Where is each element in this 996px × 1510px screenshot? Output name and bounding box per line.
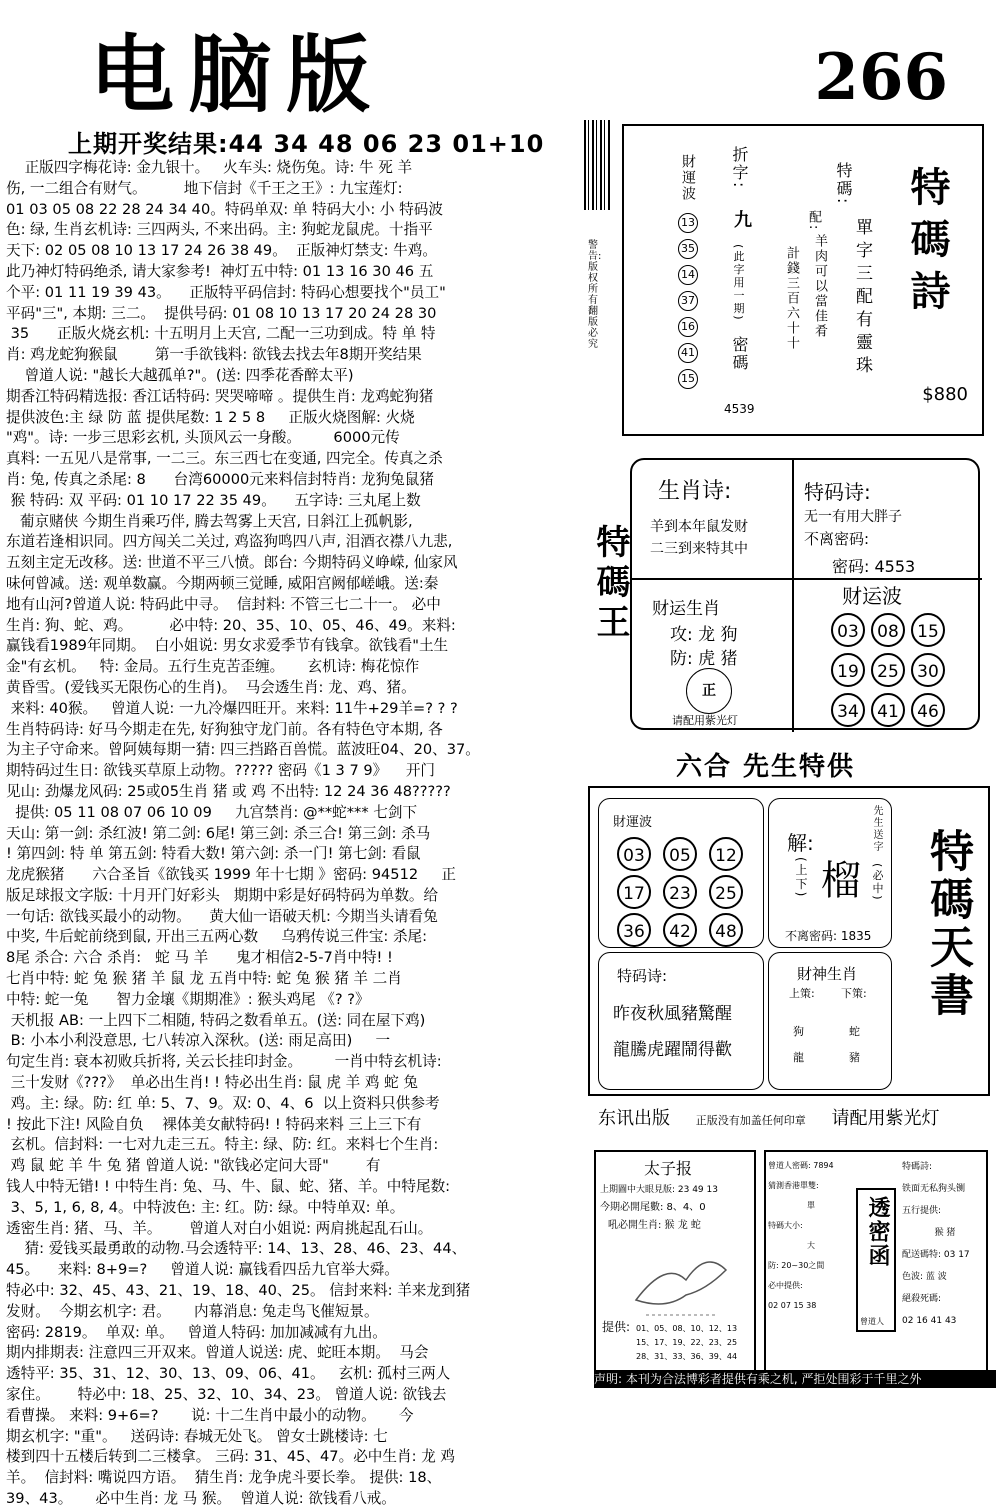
bird-illustration: [626, 1240, 736, 1320]
poem-pei-text: 羊肉可以當佳肴: [812, 234, 827, 339]
six-jie-note: (上下): [794, 857, 808, 899]
taizi-box: [594, 1150, 756, 1374]
cai-ball: 15: [678, 369, 698, 389]
last-results: [68, 124, 544, 159]
poem-te-text: 單字三配有靈珠: [852, 218, 872, 379]
six-jie-box: [768, 798, 892, 948]
six-up1: 狗: [793, 1025, 804, 1038]
toumi-title-box: [856, 1188, 896, 1332]
six-poem-line1: 昨夜秋風豬驚醒: [613, 1004, 732, 1024]
issue-number: 266: [814, 40, 948, 115]
king-tm-code: 密码: 4553: [832, 557, 916, 576]
toumi-r5: 配送碼特: 03 17: [902, 1250, 970, 1260]
six-cai-balls: [611, 835, 761, 949]
six-code: 不离密码: 1835: [785, 929, 872, 943]
king-tm-line2: 不离密码:: [804, 530, 870, 548]
toumi-l2: 猜測香港單雙:: [768, 1181, 819, 1190]
wave-ball: 25: [871, 653, 905, 687]
poem-cai-numbers: [678, 210, 698, 392]
wave-ball: 08: [871, 613, 905, 647]
king-wave-title: 财运波: [842, 584, 902, 608]
toumi-l7: 必中提供:: [768, 1281, 803, 1290]
special-poem-box: [622, 124, 984, 436]
cai-ball: 41: [678, 343, 698, 363]
six-title: 六合 先生特供: [676, 752, 856, 782]
publisher-line: [598, 1104, 990, 1130]
six-poem-box: [598, 952, 764, 1090]
toumi-left: [768, 1156, 854, 1316]
poem-te-label: 特碼:: [834, 162, 853, 206]
king-tm-title: 特码诗:: [804, 480, 871, 504]
six-ball: 12: [709, 837, 743, 871]
six-side-title: 特碼天書: [922, 828, 973, 1020]
wave-ball: 03: [831, 613, 865, 647]
six-ball: 42: [663, 913, 697, 947]
cai-ball: 13: [678, 213, 698, 233]
six-song: 先生送字: [871, 805, 882, 853]
toumi-r1: 特碼詩:: [902, 1162, 933, 1172]
poem-code: 密碼: [730, 336, 749, 372]
king-box: [630, 458, 980, 730]
taizi-title: 太子报: [644, 1159, 693, 1178]
six-down-label: 下策:: [841, 987, 867, 1000]
six-song-note: (必中): [871, 863, 884, 902]
taizi-row: 28、31、33、36、39、44: [636, 1352, 738, 1361]
publisher: 东讯出版: [598, 1108, 670, 1129]
king-defend: 防: 虎 猪: [670, 649, 738, 669]
poem-chai-char: 九: [731, 210, 752, 230]
toumi-r8: 02 16 41 43: [902, 1316, 957, 1326]
poem-title: 特碼詩: [904, 166, 951, 322]
toumi-l4: 特碼大小:: [768, 1221, 803, 1230]
six-ball: 23: [663, 875, 697, 909]
copyright-warning: 警告: 版权所有翻版必究: [588, 240, 602, 350]
six-ball: 05: [663, 837, 697, 871]
king-note: 请配用紫光灯: [672, 714, 738, 727]
taizi-line3: 吼必開生肖: 猴 龙 蛇: [608, 1220, 701, 1231]
king-tm-line1: 无一有用大胖子: [804, 509, 902, 525]
king-divider: [632, 578, 982, 580]
toumi-r6: 色波: 蓝 波: [902, 1272, 947, 1282]
six-god-box: [768, 952, 892, 1090]
cai-ball: 14: [678, 265, 698, 285]
main-article-text: 正版四字梅花诗: 金九银十。 火车头: 烧伤兔。诗: 牛 死 羊 伤, 一二组合有财气。 地下信封《千王之王》: 九宝莲灯: 01 03 05 08 22 28 24 34 40。特码单双: 单 特码大小: 小 特码波 色: 绿, 生肖玄机诗: 三四两头, 不来出码。主: 狗蛇龙鼠虎。十指平 天下: 02 05 08 10 13 17 24 26 38 49。 正版神灯禁支: 牛鸡。 此乃神灯特码绝杀, 请大家参考! 神灯五中特: 01 13 16 30 46 五 个平: 01 11 19 39 43。 正版特平码信封: 特码心想要找个"员工" 平码"三", 本期: 三二。 提供号码: 01 08 10 13 17 20 24 28 30 35 正版火烧玄机: 十五明月上天宫, 二配一三功到成。特 单 特 肖: 鸡龙蛇狗猴鼠 第一手欲钱料: 欲钱去找去年8期开奖结果 曾道人说: "越长大越孤单?"。(送: 四季花香醉太平) 期香江特码精选报: 香江话特码: 哭哭啼啼 。提供生肖: 龙鸡蛇狗猪 提供波色:主 绿 防 蓝 提供尾数: 1 2 5 8 正版火烧图解: 火烧 "鸡"。诗: 一步三思彩玄机, 头顶风云一身酸。 6000元传 真料: 一五见八是常事, 一二三。东三西七在变通, 四完全。传真之杀 肖: 兔, 传真之杀尾: 8 台湾60000元来料信封特肖: 龙狗兔鼠猪 猴 特码: 双 平码: 01 10 17 22 35 49。 五字诗: 三丸尾上数 葡京赌侠 今期生肖乘巧伴, 腾去驾雾上天宫, 日斜江上孤帆影, 东道若逢相识同。四方闯关二关过, 鸡盗狗鸣四八声, 泪酒衣襟八九悲, 五刻主定无改移。送: 世道不平三八愤。郎台: 今期特码义峥嵘, 仙家风 味何曾减。送: 观单数赢。今期两顿三觉睡, 威阳宫阙郁嵯峨。送:秦 地有山河?曾道人说: 特码此中寻。 信封料: 不管三七二十一。 必中 生肖: 狗、蛇、鸡。 必中特: 20、35、10、05、46、49。来料: 赢钱看1989年同期。 白小姐说: 男女求爱季节有钱拿。欲钱看"土生 金"有玄机。 特: 金局。五行生克苦歪缠。 玄机诗: 梅花惊作 黄昏雪。(爱钱买无限伤心的生肖)。 马会透生肖: 龙、鸡、猪。 来料: 40猴。 曾道人说: 一九冷爆四旺开。来料: 11牛+29羊=? ? ? 生肖特码诗: 好马今期走在先, 好狗独守龙门前。各有特色守本期, 各 为主子守命来。曾阿姨每期一猜: 四三挡路百兽慌。蓝波旺04、20、37。 期特码过生日: 欲钱买草原上动物。????? 密码《1 3 7 9》 开门 见山: 劲爆龙风码: 25或05生肖 猪 或 鸡 不出特: 12 24 36 48????? 提供: 05 11 08 07 06 10 09 九宫禁肖: @**蛇*** 七剑下 天山: 第一剑: 杀红波! 第二剑: 6尾! 第三剑: 杀三合! 第三剑: 杀马 ! 第四剑: 特 单 第五剑: 特看大数! 第六剑: 杀一门! 第七剑: 看鼠 龙虎猴猪 六合圣旨《欲钱买 1999 年十七期 》密码: 94512 正 版足球报文字版: 十月开门好彩头 期期中彩是好码特码为单数。给 一句话: 欲钱买最小的动物。 黄大仙一语破天机: 今期当头请看兔 中奖, 牛后蛇前绕到鼠, 开出三五两心数 乌鸦传说三件宝: 杀尾: 8尾 杀合: 六合 杀肖: 蛇 马 羊 鬼才相信2-5-7肖中特! ! 七肖中特: 蛇 兔 猴 猪 羊 鼠 龙 五肖中特: 蛇 兔 猴 猪 羊 二肖 中特: 蛇一兔 智力金壤《期期准》: 猴头鸡尾 《? ?》 天机报 AB: 一上四下二相随, 特码之数看单五。(送: 同在屋下鸡) B: 小本小利没意思, 七八转凉入深秋。(送: 雨足高田) 一 句定生肖: 衰本初败兵折将, 关云长挂印封金。 一肖中特玄机诗: 三十发财《???》 单必出生肖! ! 特必出生肖: 鼠 虎 羊 鸡 蛇 兔 鸡。主: 绿。防: 红 单: 5、7、9。双: 0、4、6 以上资料只供参考 ! 按此下注! 风险自负 裸体美女献特码! ! 特码来料 三上三下有 玄机。信封料: 一七对九走三五。特主: 绿、防: 红。来料七个生肖: 鸡 鼠 蛇 羊 牛 兔 猪 曾道人说: "欲钱必定问大哥" 有 钱人中特无错! ! 中特生肖: 兔、马、牛、鼠、蛇、猪、羊。中特尾数: 3、5, 1, 6, 8, 4。中特波色: 主: 红。防: 绿。中特单双: 单。 透密生肖: 猪、马、羊。 曾道人对白小姐说: 两肩挑起乱石山。 猜: 爱钱买最勇敢的动物.马会透特平: 14、13、28、46、23、44、 45。 来料: 8+9=? 曾道人说: 赢钱看四岳九官举大舜。 特必中: 32、45、43、21、19、18、40、25。 信封来料: 羊来龙到猪 发财。 今期玄机字: 君。 内幕消息: 兔走鸟飞催短景。 密码: 2819。 单双: 单。 曾道人特码: 加加减减有九出。 期内排期表: 注意四三开双来。曾道人说送: 虎、蛇旺本期。 马会 透特平: 35、31、12、30、13、09、06、41。 玄机: 孤村三两人 家住。 特必中: 18、25、32、10、34、23。 曾道人说: 欲钱去 看曹操。 来料: 9+6=? 说: 十二生肖中最小的动物。 今 期玄机字: "重"。 送码诗: 春城无处飞。 曾女士跳楼诗: 七 楼到四十五楼后转到二三楼拿。 三码: 31、45、47。必中生肖: 龙 鸡 羊。 信封料: 嘴说四方语。 猜生肖: 龙争虎斗要长拳。 提供: 18、 39、43。 必中生肖: 龙 马 猴。 曾道人说: 欲钱看八戒。: [6, 159, 480, 1507]
king-side-title: 特碼王: [590, 524, 630, 644]
toumi-l1: 曾道人密碼: 7894: [768, 1161, 834, 1170]
wave-ball: 15: [911, 613, 945, 647]
toumi-r2: 铁面无私狗头铡: [902, 1184, 966, 1194]
six-down1: 蛇: [849, 1025, 860, 1038]
seal-stamp: 正: [686, 668, 732, 714]
results-label: 上期开奖结果:: [68, 130, 229, 158]
king-sx-line1: 羊到本年鼠发财: [650, 519, 748, 535]
wave-ball: 19: [831, 653, 865, 687]
cai-ball: 16: [678, 317, 698, 337]
six-jie-char: 榴: [821, 858, 861, 904]
six-up-label: 上策:: [789, 987, 815, 1000]
uv-note: 请配用紫光灯: [831, 1108, 940, 1129]
poem-price: $880: [922, 384, 968, 405]
taizi-rows: [636, 1322, 737, 1364]
six-cai-box: [598, 798, 764, 948]
six-down2: 豬: [849, 1051, 860, 1064]
publisher-note: 正版没有加盖任何印章: [695, 1114, 806, 1127]
toumi-box: [764, 1150, 988, 1374]
six-ball: 17: [617, 875, 651, 909]
king-sx-title: 生肖诗:: [658, 479, 732, 504]
king-wave-balls: [828, 610, 968, 730]
poem-chai-note: (此字用一期): [732, 244, 745, 322]
toumi-r3: 五行提供:: [902, 1206, 942, 1216]
poem-calc: 計錢三百六十十: [784, 246, 799, 351]
king-cy-title: 财运生肖: [652, 599, 720, 619]
declaration-bar: 声明: 本刊为合法博彩者提供有乘之机, 严拒处围彩于千里之外: [594, 1370, 996, 1388]
king-attack: 攻: 龙 狗: [670, 625, 738, 645]
taizi-line1: 上期圖中大眼見版: 23 49 13: [600, 1185, 718, 1195]
toumi-title: 透密函: [865, 1196, 890, 1268]
toumi-r7: 絕殺死碼:: [902, 1294, 942, 1304]
taizi-row: 01、05、08、10、12、13: [636, 1324, 738, 1333]
taizi-row: 15、17、19、22、23、25: [636, 1338, 738, 1347]
six-ball: 36: [617, 913, 651, 947]
six-god-title: 財神生肖: [797, 965, 858, 983]
six-up2: 龍: [793, 1051, 804, 1064]
barcode: [584, 120, 610, 210]
six-ball: 03: [617, 837, 651, 871]
toumi-r4: 猴 猪: [934, 1228, 956, 1238]
six-poem-line2: 龍騰虎躍鬧得歡: [613, 1040, 732, 1060]
toumi-l6: 防: 20~30之間: [768, 1261, 825, 1270]
six-cai-title: 財運波: [613, 815, 653, 830]
taizi-provide: 提供:: [602, 1320, 631, 1334]
poem-pei-label: 配:: [806, 210, 821, 232]
six-ball: 48: [709, 913, 743, 947]
king-sx-line2: 二三到来特其中: [650, 541, 748, 557]
king-divider: [792, 460, 794, 732]
results-numbers: 44 34 48 06 23 01+10: [228, 130, 545, 158]
wave-ball: 30: [911, 653, 945, 687]
six-box: [588, 786, 990, 1096]
toumi-l5: 大: [807, 1241, 815, 1250]
poem-chai-label: 折字:: [730, 146, 749, 190]
toumi-sign: 曾道人: [860, 1317, 884, 1326]
masthead-title: 电脑版: [90, 25, 385, 124]
poem-serial: 4539: [724, 402, 755, 416]
taizi-line2: 今期必開尾數: 8、4、0: [600, 1202, 706, 1213]
toumi-l8: 02 07 15 38: [768, 1301, 817, 1310]
wave-ball: 41: [871, 693, 905, 727]
poem-cai-label: 財運波: [680, 154, 696, 202]
cai-ball: 37: [678, 291, 698, 311]
cai-ball: 35: [678, 239, 698, 259]
wave-ball: 34: [831, 693, 865, 727]
wave-ball: 46: [911, 693, 945, 727]
toumi-l3: 單: [807, 1201, 815, 1210]
toumi-right: [902, 1156, 988, 1332]
six-poem-title: 特码诗:: [617, 967, 668, 985]
six-jie: 解:: [787, 831, 814, 855]
six-ball: 25: [709, 875, 743, 909]
